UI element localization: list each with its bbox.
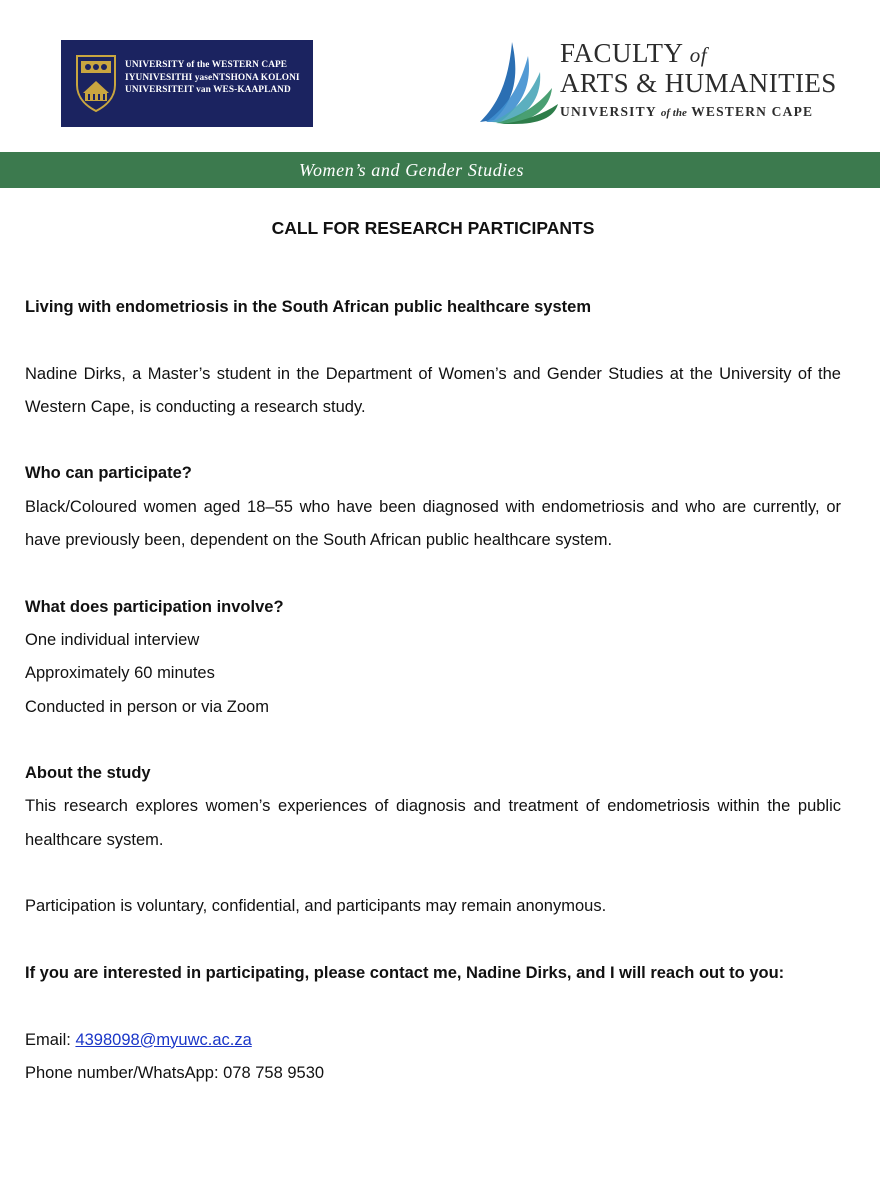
involve-heading: What does participation involve? xyxy=(25,597,284,616)
faculty-university-a: UNIVERSITY xyxy=(560,104,657,119)
phone-number: 078 758 9530 xyxy=(223,1063,325,1082)
leaves-icon xyxy=(474,38,558,124)
faculty-university-c: WESTERN CAPE xyxy=(691,104,814,119)
phone-line xyxy=(25,1057,841,1090)
involve-item: Conducted in person or via Zoom xyxy=(25,697,269,716)
uwc-logo xyxy=(61,40,313,127)
who-heading: Who can participate? xyxy=(25,464,192,483)
uwc-logo-line: UNIVERSITEIT van WES-KAAPLAND xyxy=(125,85,291,95)
faculty-word: FACULTY xyxy=(560,38,683,68)
involve-item: Approximately 60 minutes xyxy=(25,664,215,683)
document-body xyxy=(25,291,841,1090)
department-banner xyxy=(0,152,880,188)
contact-call: If you are interested in participating, please contact me, Nadine Dirks, and I will reach out to you: xyxy=(25,963,785,982)
faculty-logo xyxy=(474,36,844,126)
study-title: Living with endometriosis in the South African public healthcare system xyxy=(25,298,591,316)
department-name: Women’s and Gender Studies xyxy=(299,160,525,180)
uwc-logo-line: UNIVERSITY of the WESTERN CAPE xyxy=(125,60,288,70)
voluntary-text: Participation is voluntary, confidential, and participants may remain anonymous. xyxy=(25,897,607,916)
about-text: This research explores women’s experiences of diagnosis and treatment of endometriosis within the public healthcare system. xyxy=(25,797,841,849)
faculty-university xyxy=(560,104,813,121)
faculty-of: of xyxy=(689,43,708,67)
intro-paragraph: Nadine Dirks, a Master’s student in the Department of Women’s and Gender Studies at the University of the Western Cape, is conducting a research study. xyxy=(25,364,841,416)
email-label: Email: xyxy=(25,1030,76,1049)
faculty-name xyxy=(560,38,707,70)
involve-item: One individual interview xyxy=(25,630,200,649)
university-crest-icon xyxy=(73,53,119,113)
faculty-subject: ARTS & HUMANITIES xyxy=(560,68,837,98)
email-link[interactable]: 4398098@myuwc.ac.za xyxy=(75,1030,252,1049)
faculty-university-b: of the xyxy=(660,107,687,119)
email-line xyxy=(25,1024,841,1057)
document-title: CALL FOR RESEARCH PARTICIPANTS xyxy=(271,218,595,238)
who-text: Black/Coloured women aged 18–55 who have been diagnosed with endometriosis and who are currently, or have previously been, dependent on the South African public healthcare system. xyxy=(25,497,841,550)
phone-label: Phone number/WhatsApp: xyxy=(25,1063,224,1082)
uwc-logo-text xyxy=(125,59,307,97)
uwc-logo-line: IYUNIVESITHI yaseNTSHONA KOLONI xyxy=(125,72,300,83)
about-heading: About the study xyxy=(25,764,151,783)
